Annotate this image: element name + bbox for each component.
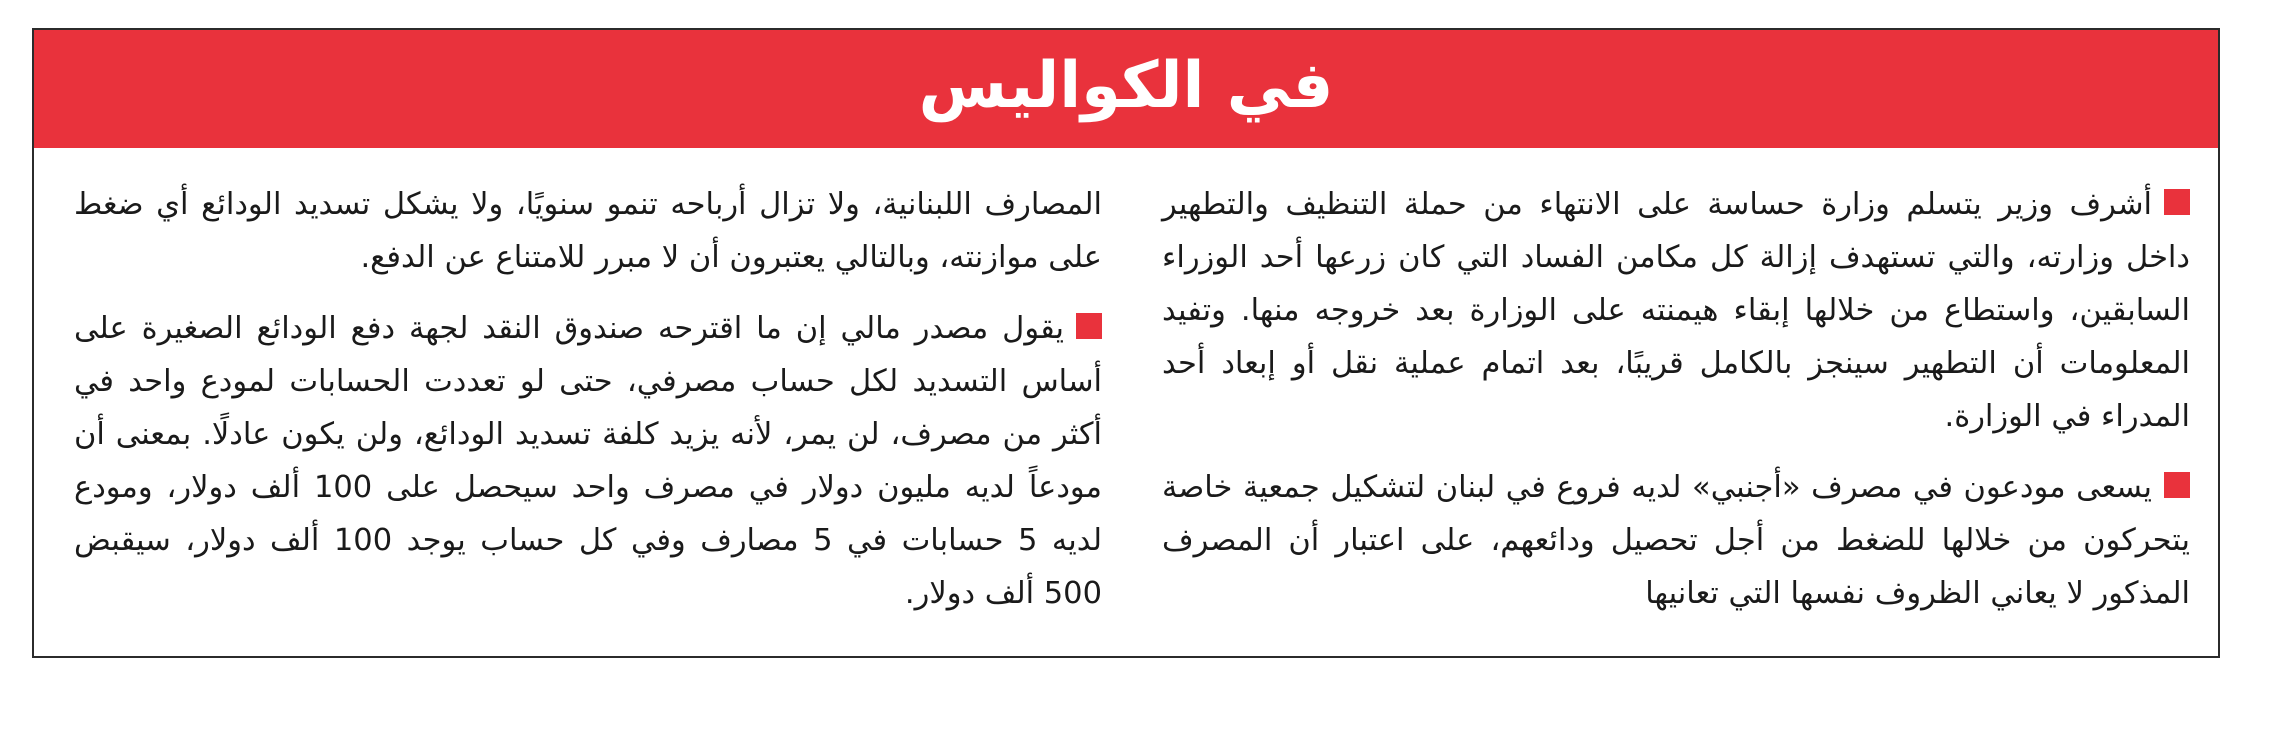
news-item-text: يقول مصدر مالي إن ما اقترحه صندوق النقد لجهة دفع الودائع الصغيرة على أساس التسديد لكل حساب مصرفي، حتى لو تعددت الحسابات لمودع واحد في أكثر من مصرف، لن يمر، لأنه يزيد كلفة تسديد الودائع، ولن يكون عادلًا. بمعنى أن مودعاً لديه مليون دولار في مصرف واحد سيحصل على 100 ألف دولار، ومودع لديه 5 حسابات في 5 مصارف وفي كل حساب يوجد 100 ألف دولار، سيقبض 500 ألف دولار. xyxy=(74,311,1103,611)
news-item xyxy=(1162,461,2190,620)
red-square-bullet-icon xyxy=(1076,313,1102,339)
news-item-text: أشرف وزير يتسلم وزارة حساسة على الانتهاء من حملة التنظيف والتطهير داخل وزارته، والتي تستهدف إزالة كل مكامن الفساد التي كان زرعها أحد الوزراء السابقين، واستطاع من خلالها إبقاء هيمنته على الوزارة بعد خروجه منها. وتفيد المعلومات أن التطهير سينجز بالكامل قريبًا، بعد اتمام عملية نقل أو إبعاد أحد المدراء في الوزارة. xyxy=(1162,187,2190,434)
news-item-text: يسعى مودعون في مصرف «أجنبي» لديه فروع في لبنان لتشكيل جمعية خاصة يتحركون من خلالها للضغط من أجل تحصيل ودائعهم، على اعتبار أن المصرف المذكور لا يعاني الظروف نفسها التي تعانيها xyxy=(1162,470,2190,611)
news-item-continuation xyxy=(74,178,1102,284)
right-column xyxy=(1162,178,2190,638)
red-square-bullet-icon xyxy=(2164,189,2190,215)
behind-the-scenes-box xyxy=(32,28,2220,658)
section-header xyxy=(34,30,2218,148)
red-square-bullet-icon xyxy=(2164,472,2190,498)
news-item-text: المصارف اللبنانية، ولا تزال أرباحه تنمو سنويًا، ولا يشكل تسديد الودائع أي ضغط على موازنته، وبالتالي يعتبرون أن لا مبرر للامتناع عن الدفع. xyxy=(74,187,1102,275)
left-column xyxy=(74,178,1102,638)
section-title: في الكواليس xyxy=(918,49,1334,123)
news-item xyxy=(74,302,1102,620)
news-item xyxy=(1162,178,2190,443)
